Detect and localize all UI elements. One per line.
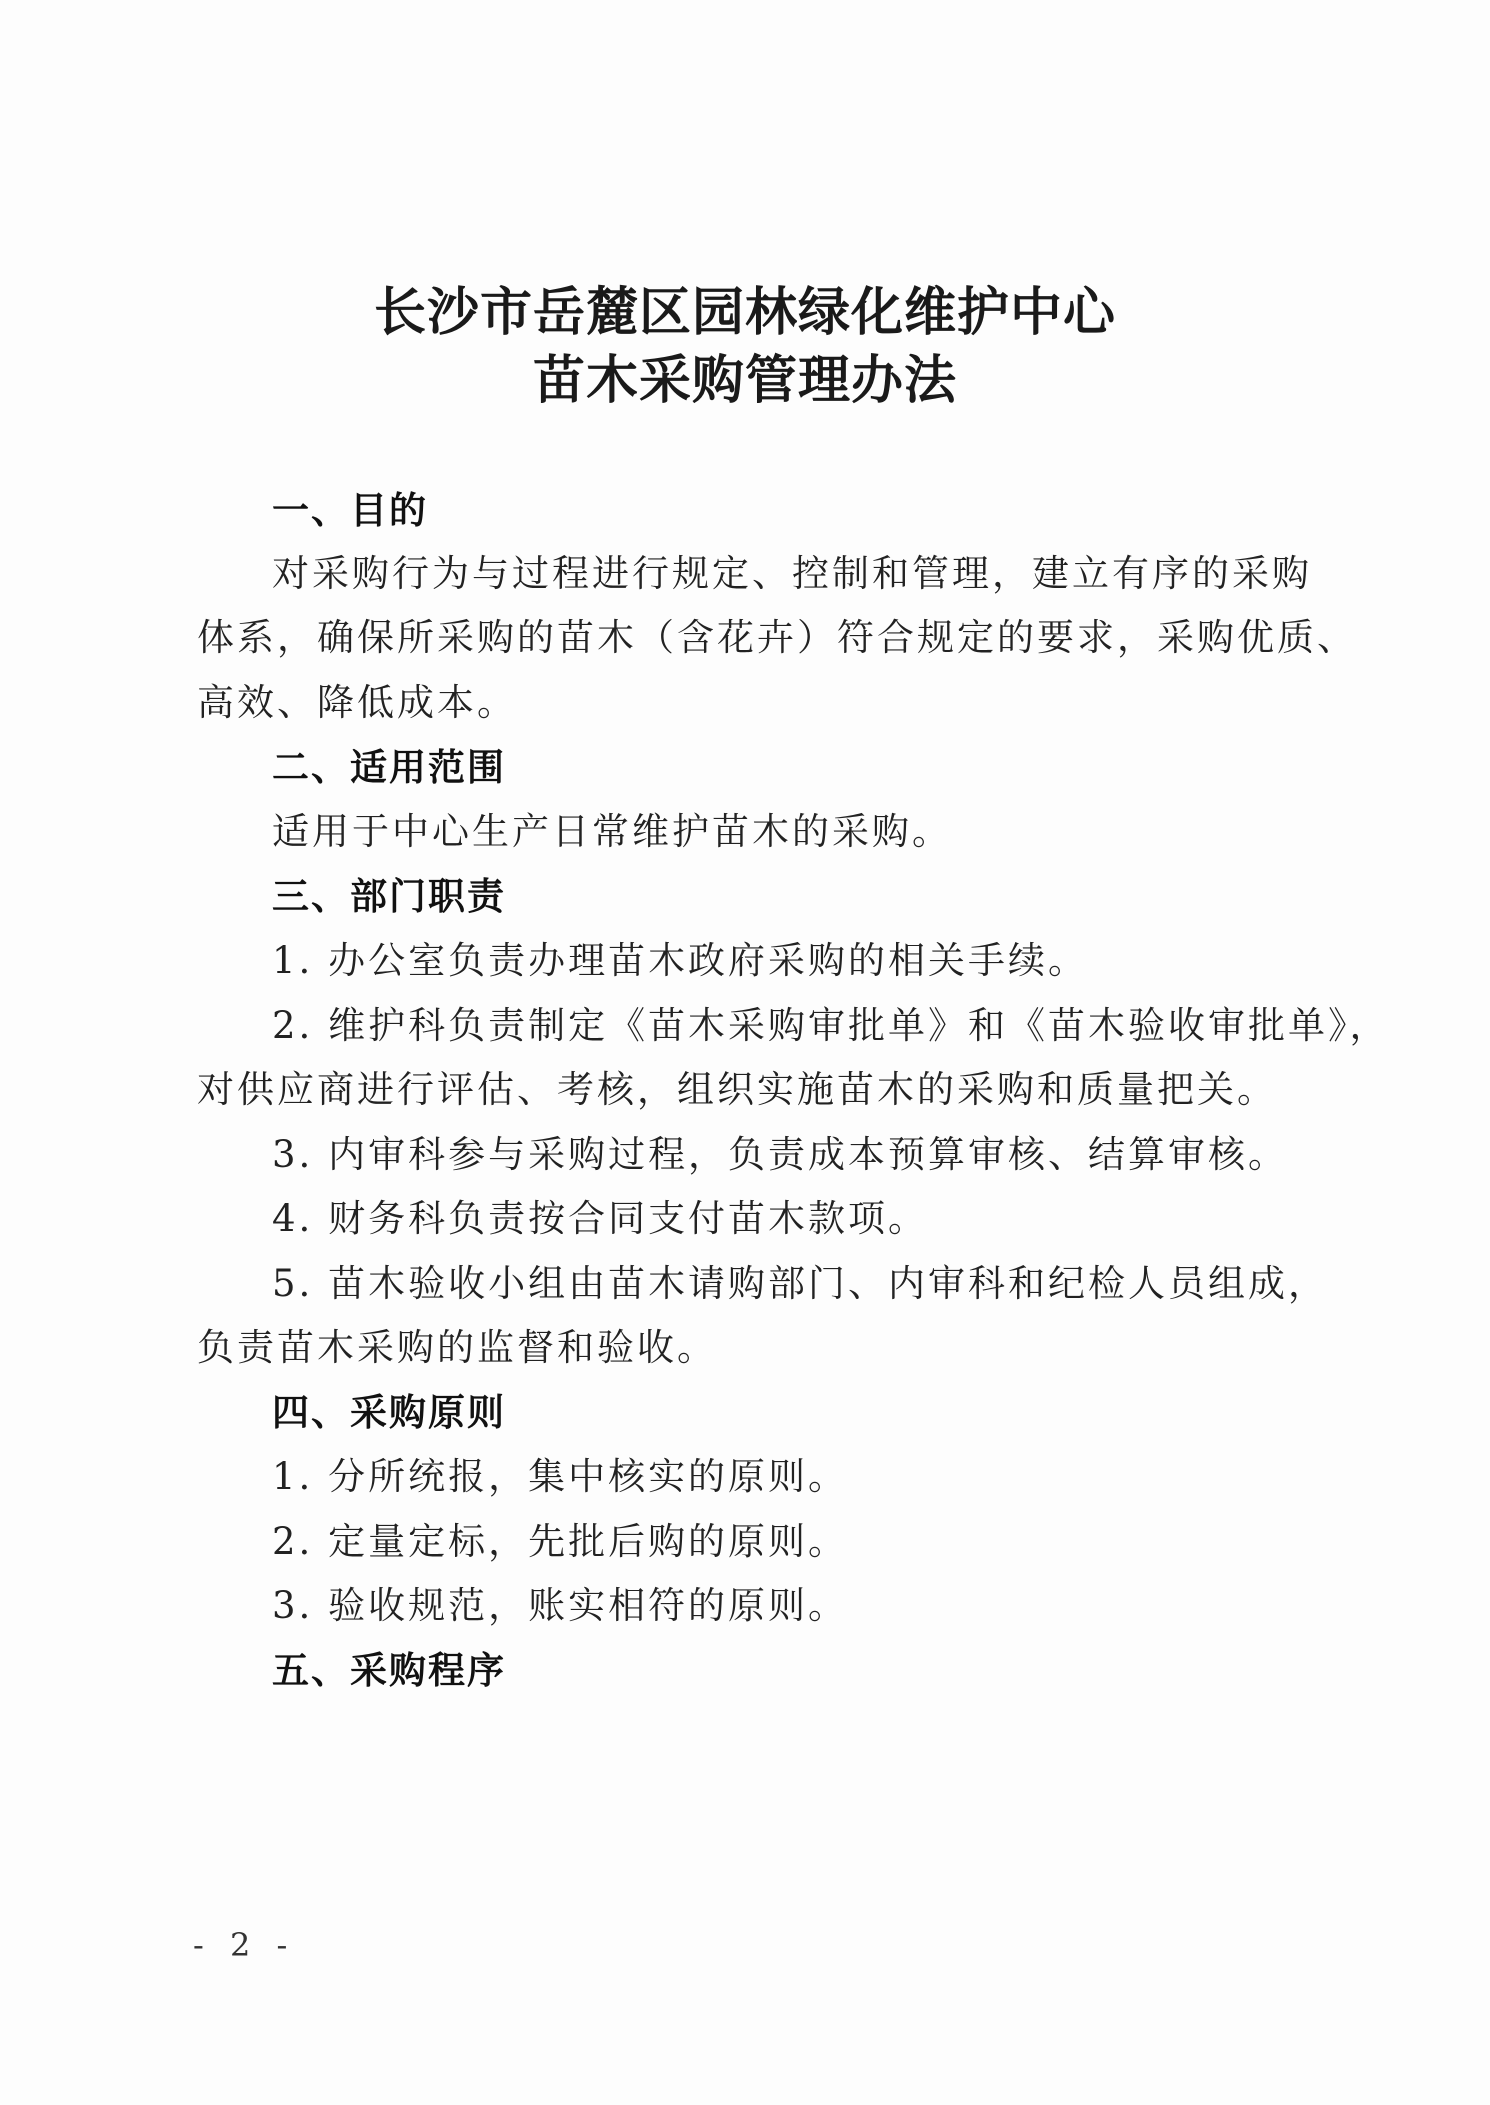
list-item-continuation: 对供应商进行评估、考核，组织实施苗木的采购和质量把关。 [197, 1068, 1277, 1111]
list-item: 1. 分所统报，集中核实的原则。 [272, 1455, 849, 1498]
paragraph-line: 适用于中心生产日常维护苗木的采购。 [272, 810, 952, 853]
paragraph-line: 高效、降低成本。 [197, 681, 517, 724]
section-heading-purpose: 一、目的 [272, 489, 428, 532]
list-item: 5. 苗木验收小组由苗木请购部门、内审科和纪检人员组成， [272, 1262, 1329, 1305]
section-heading-principles: 四、采购原则 [272, 1391, 506, 1434]
section-heading-responsibilities: 三、部门职责 [272, 875, 506, 918]
section-heading-scope: 二、适用范围 [272, 746, 506, 789]
list-item: 2. 维护科负责制定《苗木采购审批单》和《苗木验收审批单》， [272, 1004, 1390, 1047]
page-number: - 2 - [193, 1926, 296, 1964]
paragraph-line: 体系，确保所采购的苗木（含花卉）符合规定的要求，采购优质、 [197, 616, 1357, 659]
list-item-continuation: 负责苗木采购的监督和验收。 [197, 1326, 717, 1369]
list-item: 1. 办公室负责办理苗木政府采购的相关手续。 [272, 939, 1089, 982]
section-heading-procedure: 五、采购程序 [272, 1649, 506, 1692]
list-item: 3. 验收规范，账实相符的原则。 [272, 1584, 849, 1627]
paragraph-line: 对采购行为与过程进行规定、控制和管理，建立有序的采购 [272, 552, 1312, 595]
list-item: 4. 财务科负责按合同支付苗木款项。 [272, 1197, 929, 1240]
document-title-line2: 苗木采购管理办法 [532, 350, 957, 411]
list-item: 3. 内审科参与采购过程，负责成本预算审核、结算审核。 [272, 1133, 1289, 1176]
list-item: 2. 定量定标，先批后购的原则。 [272, 1520, 849, 1563]
document-title-line1: 长沙市岳麓区园林绿化维护中心 [373, 282, 1116, 343]
